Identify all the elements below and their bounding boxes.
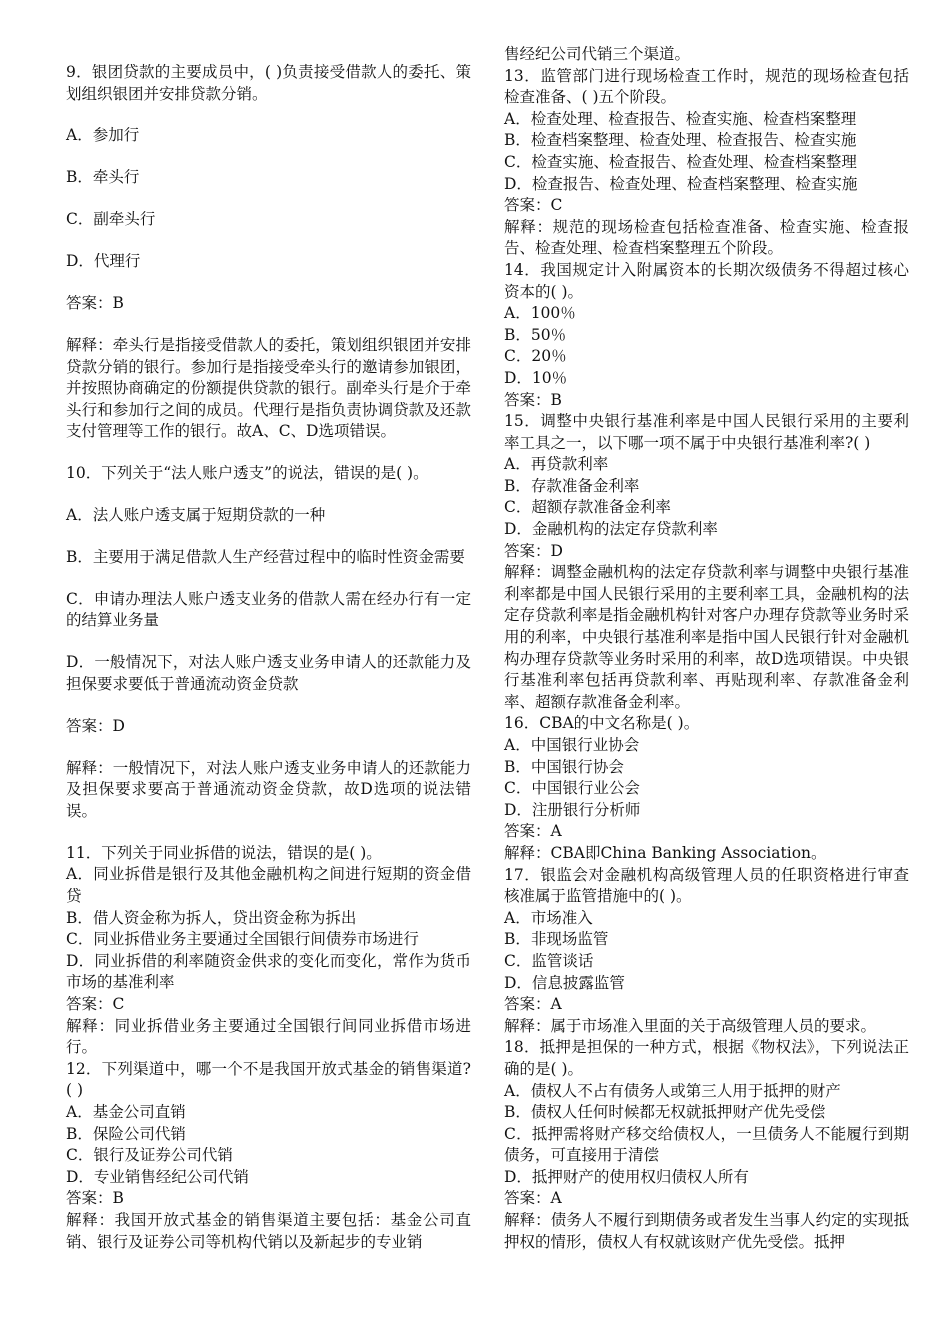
left-column-paragraph: B．借人资金称为拆人，贷出资金称为拆出 [66, 908, 357, 927]
right-column-paragraph: D．检查报告、检查处理、检查档案整理、检查实施 [504, 174, 858, 193]
right-column-paragraph: D．金融机构的法定存贷款利率 [504, 520, 718, 539]
paragraph-gap [66, 189, 471, 209]
right-column-paragraph: B．存款准备金利率 [504, 476, 640, 495]
right-column-paragraph: C．超额存款准备金利率 [504, 498, 671, 517]
paragraph-gap [66, 696, 471, 716]
right-column-paragraph: A．市场准入 [504, 908, 593, 927]
right-column-paragraph: B．50％ [504, 325, 567, 344]
paragraph-gap [66, 632, 471, 652]
left-column-paragraph: 11．下列关于同业拆借的说法，错误的是( )。 [66, 843, 382, 862]
left-column-paragraph: B．主要用于满足借款人生产经营过程中的临时性资金需要 [66, 547, 465, 566]
right-column-paragraph: 答案：B [504, 390, 562, 409]
right-column-paragraph: 17．银监会对金融机构高级管理人员的任职资格进行审查核准属于监管措施中的( )。 [504, 865, 909, 906]
paragraph-gap [66, 569, 471, 589]
paragraph-gap [66, 273, 471, 293]
right-column-paragraph: A．中国银行业协会 [504, 736, 640, 754]
right-column-paragraph: 15．调整中央银行基准利率是中国人民银行采用的主要利率工具之一，以下哪一项不属于中央银行基准利率?( ) [504, 412, 909, 452]
right-column-paragraph: 售经纪公司代销三个渠道。 [504, 45, 691, 63]
right-column-paragraph: B．检查档案整理、检查处理、检查报告、检查实施 [504, 131, 857, 150]
right-column [504, 44, 909, 1253]
left-column-paragraph: B．牵头行 [66, 168, 140, 187]
right-column-paragraph: 解释：调整金融机构的法定存贷款利率与调整中央银行基准利率都是中国人民银行采用的主要利率工具，金融机构的法定存贷款利率是指金融机构针对客户办理存贷款等业务时采用的利率，中央银行基准利率是指中国人民银行针对金融机构办理存贷款等业务时采用的利率，故D选项错误。中央银行基准利率包括再贷款利率、再贴现利率、存款准备金利率、超额存款准备金利率。 [504, 563, 909, 711]
paragraph-gap [66, 737, 471, 757]
right-column-paragraph: 13．监管部门进行现场检查工作时，规范的现场检查包括检查准备、( )五个阶段。 [504, 66, 909, 107]
right-column-paragraph: D．10％ [504, 368, 568, 387]
left-column-paragraph: 答案：B [66, 1189, 124, 1208]
right-column-paragraph: D．注册银行分析师 [504, 800, 641, 819]
right-column-paragraph: 答案：C [504, 196, 563, 215]
left-column [66, 62, 471, 1253]
paragraph-gap [66, 147, 471, 167]
right-column-paragraph: 答案：A [504, 822, 562, 841]
right-column-paragraph: 解释：CBA即China Banking Association。 [504, 843, 827, 862]
left-column-paragraph: C．副牵头行 [66, 210, 156, 229]
right-column-paragraph: D．信息披露监管 [504, 973, 625, 992]
paragraph-gap [66, 485, 471, 505]
left-column-paragraph: 答案：B [66, 294, 124, 313]
right-column-paragraph: 解释：债务人不履行到期债务或者发生当事人约定的实现抵押权的情形，债权人有权就该财产优先受偿。抵押 [504, 1211, 909, 1251]
right-column-paragraph: C．20％ [504, 347, 567, 366]
right-column-paragraph: 答案：A [504, 1189, 562, 1208]
left-column-paragraph: B．保险公司代销 [66, 1124, 186, 1143]
right-column-paragraph: B．中国银行协会 [504, 757, 624, 776]
left-column-paragraph: D．同业拆借的利率随资金供求的变化而变化，常作为货币市场的基准利率 [66, 951, 471, 992]
left-column-paragraph: 解释：我国开放式基金的销售渠道主要包括：基金公司直销、银行及证券公司等机构代销以及新起步的专业销 [66, 1210, 471, 1251]
left-column-paragraph: 答案：D [66, 716, 125, 735]
right-column-paragraph: A．100％ [504, 304, 576, 323]
left-column-paragraph: D．专业销售经纪公司代销 [66, 1167, 249, 1186]
left-column-paragraph: D．代理行 [66, 252, 141, 271]
right-column-paragraph: A．债权人不占有债务人或第三人用于抵押的财产 [504, 1081, 841, 1100]
right-column-paragraph: C．抵押需将财产移交给债权人，一旦债务人不能履行到期债务，可直接用于清偿 [504, 1124, 909, 1165]
left-column-paragraph: 答案：C [66, 994, 125, 1013]
right-column-paragraph: A．检查处理、检查报告、检查实施、检查档案整理 [504, 109, 857, 128]
right-column-paragraph: C．中国银行业公会 [504, 779, 640, 798]
left-column-paragraph: A．法人账户透支属于短期贷款的一种 [66, 506, 326, 525]
left-column-paragraph: A．同业拆借是银行及其他金融机构之间进行短期的资金借贷 [66, 865, 471, 905]
right-column-paragraph: 14．我国规定计入附属资本的长期次级债务不得超过核心资本的( )。 [504, 260, 909, 301]
right-column-paragraph: 解释：属于市场准入里面的关于高级管理人员的要求。 [504, 1016, 877, 1035]
left-column-paragraph: C．银行及证券公司代销 [66, 1146, 233, 1165]
left-column-paragraph: 12．下列渠道中，哪一个不是我国开放式基金的销售渠道?( ) [66, 1059, 471, 1100]
right-column-paragraph: 答案：A [504, 995, 562, 1014]
paragraph-gap [66, 231, 471, 251]
right-column-paragraph: 解释：规范的现场检查包括检查准备、检查实施、检查报告、检查处理、检查档案整理五个阶段。 [504, 217, 909, 258]
right-column-paragraph: 16．CBA的中文名称是( )。 [504, 714, 700, 733]
left-column-paragraph: C．申请办理法人账户透支业务的借款人需在经办行有一定的结算业务量 [66, 589, 471, 630]
right-column-paragraph: 18．抵押是担保的一种方式，根据《物权法》，下列说法正确的是( )。 [504, 1038, 909, 1078]
right-column-paragraph: B．非现场监管 [504, 930, 609, 949]
right-column-paragraph: C．检查实施、检查报告、检查处理、检查档案整理 [504, 152, 857, 171]
paragraph-gap [66, 823, 471, 843]
right-column-paragraph: D．抵押财产的使用权归债权人所有 [504, 1167, 749, 1186]
left-column-paragraph: 解释：一般情况下，对法人账户透支业务申请人的还款能力及担保要求要高于普通流动资金贷款，故D选项的说法错误。 [66, 758, 471, 820]
left-column-paragraph: C．同业拆借业务主要通过全国银行间债券市场进行 [66, 930, 419, 949]
left-column-paragraph: A．参加行 [66, 126, 140, 145]
left-column-paragraph: 10．下列关于“法人账户透支”的说法，错误的是( )。 [66, 464, 429, 483]
right-column-paragraph: A．再贷款利率 [504, 455, 609, 474]
right-column-paragraph: 答案：D [504, 541, 563, 560]
paragraph-gap [66, 527, 471, 547]
left-column-paragraph: 9．银团贷款的主要成员中，( )负责接受借款人的委托、策划组织银团并安排贷款分销。 [66, 63, 471, 103]
paragraph-gap [66, 443, 471, 463]
paragraph-gap [66, 105, 471, 125]
right-column-paragraph: B．债权人任何时候都无权就抵押财产优先受偿 [504, 1103, 826, 1122]
right-column-paragraph: C．监管谈话 [504, 951, 594, 970]
left-column-paragraph: 解释：同业拆借业务主要通过全国银行间同业拆借市场进行。 [66, 1016, 471, 1057]
left-column-paragraph: A．基金公司直销 [66, 1102, 186, 1121]
left-column-paragraph: 解释：牵头行是指接受借款人的委托，策划组织银团并安排贷款分销的银行。参加行是指接受牵头行的邀请参加银团，并按照协商确定的份额提供贷款的银行。副牵头行是介于牵头行和参加行之间的成员。代理行是指负责协调贷款及还款支付管理等工作的银行。故A、C、D选项错误。 [66, 335, 471, 441]
paragraph-gap [66, 315, 471, 335]
left-column-paragraph: D．一般情况下，对法人账户透支业务申请人的还款能力及担保要求要低于普通流动资金贷款 [66, 653, 471, 693]
